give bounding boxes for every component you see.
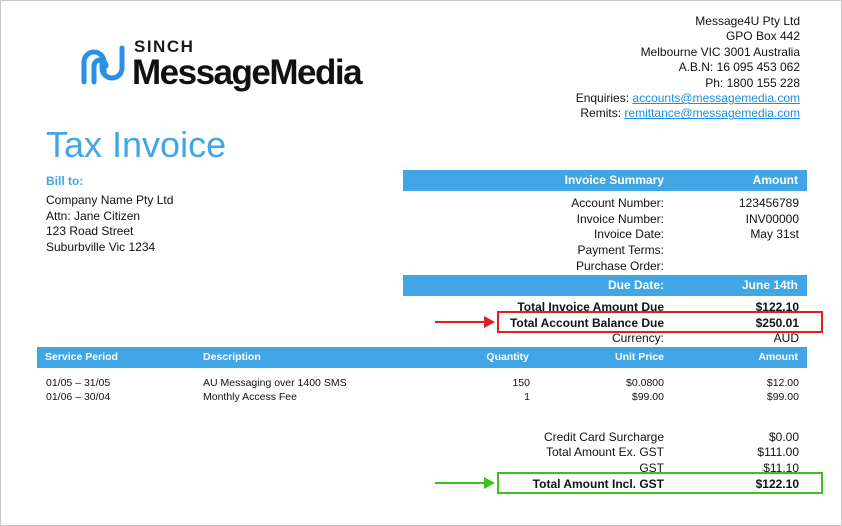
due-date-bar [403, 275, 807, 296]
service-quantity-cell: 1 [524, 391, 530, 403]
green-arrow-icon [484, 477, 495, 489]
company-abn: A.B.N: 16 095 453 062 [678, 60, 800, 75]
incl-gst-value: $122.10 [755, 477, 799, 491]
total-account-label: Total Account Balance Due [509, 316, 664, 330]
services-header [37, 347, 807, 368]
gst-label: GST [639, 461, 664, 475]
remits-line [576, 106, 800, 121]
summary-value: INV00000 [745, 212, 799, 226]
total-invoice-value: $122.10 [755, 300, 799, 314]
company-name: Message4U Pty Ltd [695, 14, 800, 28]
bill-to-address [46, 193, 173, 255]
red-arrow-line [435, 321, 485, 323]
due-date-label: Due Date: [607, 278, 664, 292]
service-amount-cell: $99.00 [766, 391, 799, 403]
summary-header-label: Invoice Summary [564, 173, 664, 187]
company-po: GPO Box 442 [725, 29, 800, 44]
summary-value: May 31st [750, 227, 799, 241]
service-unit-price-cell: $99.00 [631, 391, 664, 403]
invoice-summary-header [403, 170, 807, 191]
messagemedia-logo [78, 36, 388, 98]
ex-gst-value: $111.00 [757, 445, 799, 459]
logo-brand-text: MessageMedia [132, 53, 362, 92]
enquiries-email-link[interactable]: accounts@messagemedia.com [632, 91, 800, 106]
services-header-period: Service Period [45, 351, 118, 363]
surcharge-value: $0.00 [768, 430, 799, 444]
surcharge-label: Credit Card Surcharge [543, 430, 664, 444]
service-period-cell: 01/05 – 31/05 [46, 377, 111, 389]
services-header-unit-price: Unit Price [614, 351, 664, 363]
enquiries-line [576, 91, 800, 106]
bill-to-line: 123 Road Street [46, 224, 134, 238]
bill-to-heading: Bill to: [46, 174, 84, 188]
summary-label: Invoice Date: [593, 227, 664, 241]
company-city: Melbourne VIC 3001 Australia [640, 44, 800, 59]
remits-label: Remits: [580, 106, 622, 121]
service-period-cell: 01/06 – 30/04 [46, 391, 111, 403]
bill-to-line: Attn: Jane Citizen [46, 208, 141, 223]
due-date-value: June 14th [741, 278, 798, 292]
summary-header-amount: Amount [752, 173, 798, 187]
summary-value: 123456789 [738, 196, 799, 210]
currency-value: AUD [773, 331, 799, 345]
service-quantity-cell: 150 [512, 377, 530, 389]
page-title: Tax Invoice [46, 124, 227, 165]
remits-email-link[interactable]: remittance@messagemedia.com [624, 106, 800, 121]
services-header-description: Description [203, 351, 261, 363]
logo-sinch-text: SINCH [134, 37, 195, 56]
bill-to-line: Company Name Pty Ltd [46, 193, 174, 207]
currency-label: Currency: [611, 331, 664, 345]
company-phone: Ph: 1800 155 228 [705, 75, 800, 90]
green-arrow-line [435, 482, 485, 484]
summary-label: Invoice Number: [576, 212, 664, 226]
summary-label: Payment Terms: [577, 243, 664, 257]
service-amount-cell: $12.00 [766, 377, 799, 389]
enquiries-label: Enquiries: [575, 91, 630, 106]
total-account-value: $250.01 [755, 316, 799, 330]
ex-gst-label: Total Amount Ex. GST [545, 445, 664, 459]
account-balance-highlight-box [497, 311, 823, 333]
summary-label: Purchase Order: [575, 259, 664, 273]
service-description-cell: Monthly Access Fee [203, 391, 297, 403]
red-arrow-icon [484, 316, 495, 328]
bill-to-line: Suburbville Vic 1234 [46, 239, 156, 254]
messagemedia-logo-icon [78, 42, 128, 88]
services-header-amount: Amount [758, 351, 798, 363]
incl-gst-label: Total Amount Incl. GST [532, 477, 664, 491]
total-invoice-label: Total Invoice Amount Due [517, 300, 664, 314]
summary-label: Account Number: [571, 196, 664, 210]
services-header-quantity: Quantity [486, 351, 529, 363]
service-description-cell: AU Messaging over 1400 SMS [203, 377, 347, 389]
total-incl-gst-highlight-box [497, 472, 823, 494]
service-unit-price-cell: $0.0800 [626, 377, 664, 389]
company-info [576, 14, 800, 122]
gst-value: $11.10 [763, 461, 799, 475]
